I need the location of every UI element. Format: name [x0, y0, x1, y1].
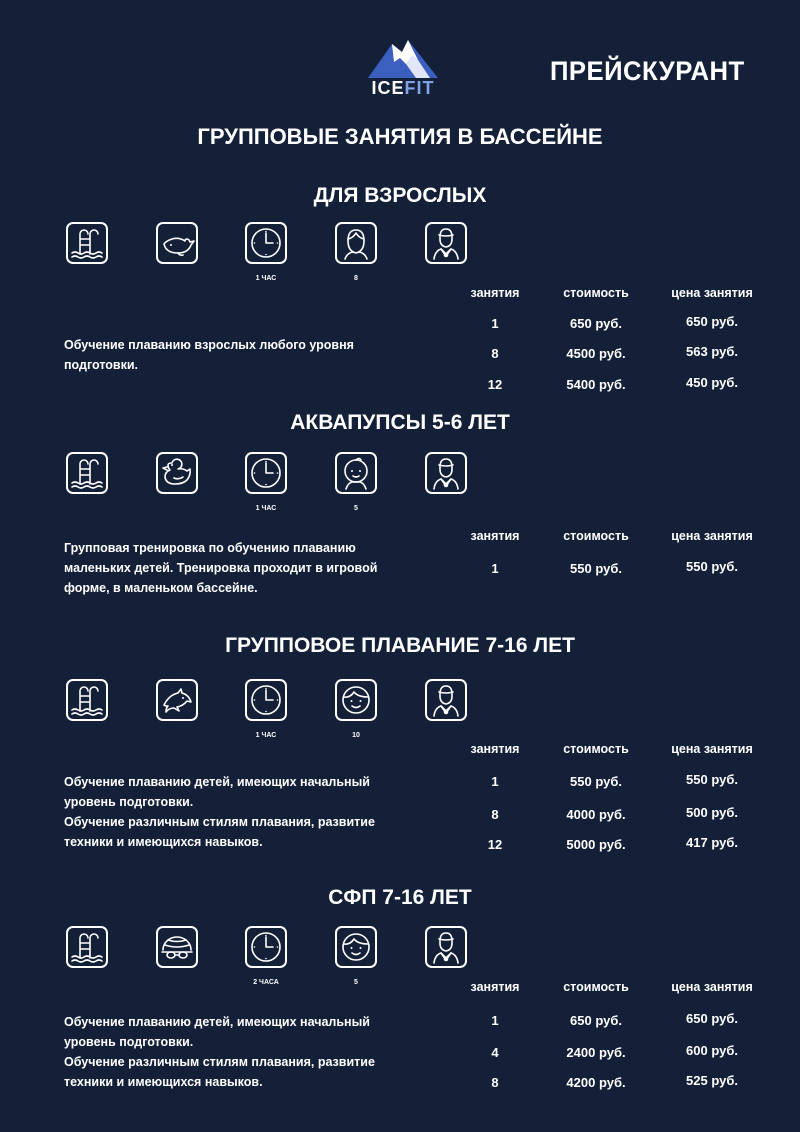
- section-description: [64, 335, 424, 375]
- group-size-caption: 5: [354, 979, 358, 986]
- description-line: Обучение плаванию детей, имеющих начальный: [64, 1015, 370, 1029]
- sessions-value: 8: [491, 807, 499, 822]
- section-description: [64, 772, 424, 852]
- column-header-sessions: занятия: [470, 742, 520, 756]
- section-title: АКВАПУПСЫ 5-6 ЛЕТ: [290, 411, 510, 434]
- price-value: 600 руб.: [686, 1043, 738, 1058]
- description-line: уровень подготовки.: [64, 795, 194, 809]
- pool-ladder-icon: [66, 452, 108, 494]
- pool-ladder-icon: [66, 222, 108, 264]
- sessions-value: 1: [491, 1013, 499, 1028]
- price-value: 550 руб.: [686, 559, 738, 574]
- sessions-value: 4: [491, 1045, 499, 1060]
- cost-value: 550 руб.: [570, 774, 622, 789]
- cost-value: 4000 руб.: [566, 807, 626, 822]
- description-line: Групповая тренировка по обучению плаванию: [64, 541, 356, 555]
- sessions-value: 8: [491, 1075, 499, 1090]
- price-value: 417 руб.: [686, 835, 738, 850]
- duck-icon: [156, 452, 198, 494]
- description-line: Обучение плаванию детей, имеющих начальный: [64, 775, 370, 789]
- column-header-sessions: занятия: [470, 286, 520, 300]
- sessions-value: 12: [487, 377, 503, 392]
- section-description: [64, 1012, 424, 1092]
- section-title: ДЛЯ ВЗРОСЛЫХ: [313, 184, 487, 207]
- duration-caption: 1 ЧАС: [255, 732, 277, 739]
- description-line: Обучение различным стилям плавания, развитие: [64, 1055, 375, 1069]
- price-value: 650 руб.: [686, 1011, 738, 1026]
- description-line: подготовки.: [64, 358, 139, 372]
- price-value: 500 руб.: [686, 805, 738, 820]
- sessions-value: 1: [491, 561, 499, 576]
- sessions-value: 1: [491, 774, 499, 789]
- mountain-icon: [366, 38, 440, 80]
- cost-value: 650 руб.: [570, 1013, 622, 1028]
- cost-value: 4500 руб.: [566, 346, 626, 361]
- column-header-cost: стоимость: [563, 529, 629, 543]
- sessions-value: 8: [491, 346, 499, 361]
- description-line: техники и имеющихся навыков.: [64, 1075, 263, 1089]
- description-line: форме, в маленьком бассейне.: [64, 581, 258, 595]
- column-header-price: цена занятия: [671, 742, 753, 756]
- column-header-cost: стоимость: [563, 286, 629, 300]
- price-value: 450 руб.: [686, 375, 738, 390]
- instructor-icon: [425, 222, 467, 264]
- swim-goggles-icon: [156, 926, 198, 968]
- baby-face-icon: [335, 452, 377, 494]
- duration-caption: 1 ЧАС: [255, 505, 277, 512]
- whale-icon: [156, 222, 198, 264]
- clock-icon: [245, 679, 287, 721]
- description-line: Обучение плаванию взрослых любого уровня: [64, 338, 354, 352]
- instructor-icon: [425, 679, 467, 721]
- group-size-caption: 10: [352, 732, 360, 739]
- section-description: [64, 538, 424, 598]
- sessions-value: 12: [487, 837, 503, 852]
- icefit-logo: [366, 38, 440, 100]
- section-title: СФП 7-16 ЛЕТ: [328, 886, 472, 909]
- description-line: маленьких детей. Тренировка проходит в игровой: [64, 561, 378, 575]
- column-header-cost: стоимость: [563, 980, 629, 994]
- pool-ladder-icon: [66, 679, 108, 721]
- column-header-sessions: занятия: [470, 529, 520, 543]
- child-face-icon: [335, 926, 377, 968]
- column-header-price: цена занятия: [671, 529, 753, 543]
- price-value: 650 руб.: [686, 314, 738, 329]
- instructor-icon: [425, 926, 467, 968]
- cost-value: 550 руб.: [570, 561, 622, 576]
- duration-caption: 1 ЧАС: [255, 275, 277, 282]
- cost-value: 650 руб.: [570, 316, 622, 331]
- price-value: 563 руб.: [686, 344, 738, 359]
- column-header-price: цена занятия: [671, 980, 753, 994]
- adult-face-icon: [335, 222, 377, 264]
- page-title: ГРУППОВЫЕ ЗАНЯТИЯ В БАССЕЙНЕ: [197, 124, 603, 149]
- clock-icon: [245, 222, 287, 264]
- clock-icon: [245, 452, 287, 494]
- dolphin-icon: [156, 679, 198, 721]
- clock-icon: [245, 926, 287, 968]
- price-list-title: ПРЕЙСКУРАНТ: [550, 56, 745, 86]
- sessions-value: 1: [491, 316, 499, 331]
- pool-ladder-icon: [66, 926, 108, 968]
- duration-caption: 2 ЧАСА: [253, 979, 279, 986]
- cost-value: 5400 руб.: [566, 377, 626, 392]
- description-line: уровень подготовки.: [64, 1035, 194, 1049]
- logo-wordmark: ICEFIT: [371, 78, 435, 98]
- section-title: ГРУППОВОЕ ПЛАВАНИЕ 7-16 ЛЕТ: [225, 634, 575, 657]
- cost-value: 2400 руб.: [566, 1045, 626, 1060]
- group-size-caption: 8: [354, 275, 358, 282]
- column-header-cost: стоимость: [563, 742, 629, 756]
- cost-value: 4200 руб.: [566, 1075, 626, 1090]
- group-size-caption: 5: [354, 505, 358, 512]
- child-face-icon: [335, 679, 377, 721]
- column-header-price: цена занятия: [671, 286, 753, 300]
- price-value: 550 руб.: [686, 772, 738, 787]
- price-value: 525 руб.: [686, 1073, 738, 1088]
- column-header-sessions: занятия: [470, 980, 520, 994]
- description-line: Обучение различным стилям плавания, развитие: [64, 815, 375, 829]
- instructor-icon: [425, 452, 467, 494]
- description-line: техники и имеющихся навыков.: [64, 835, 263, 849]
- cost-value: 5000 руб.: [566, 837, 626, 852]
